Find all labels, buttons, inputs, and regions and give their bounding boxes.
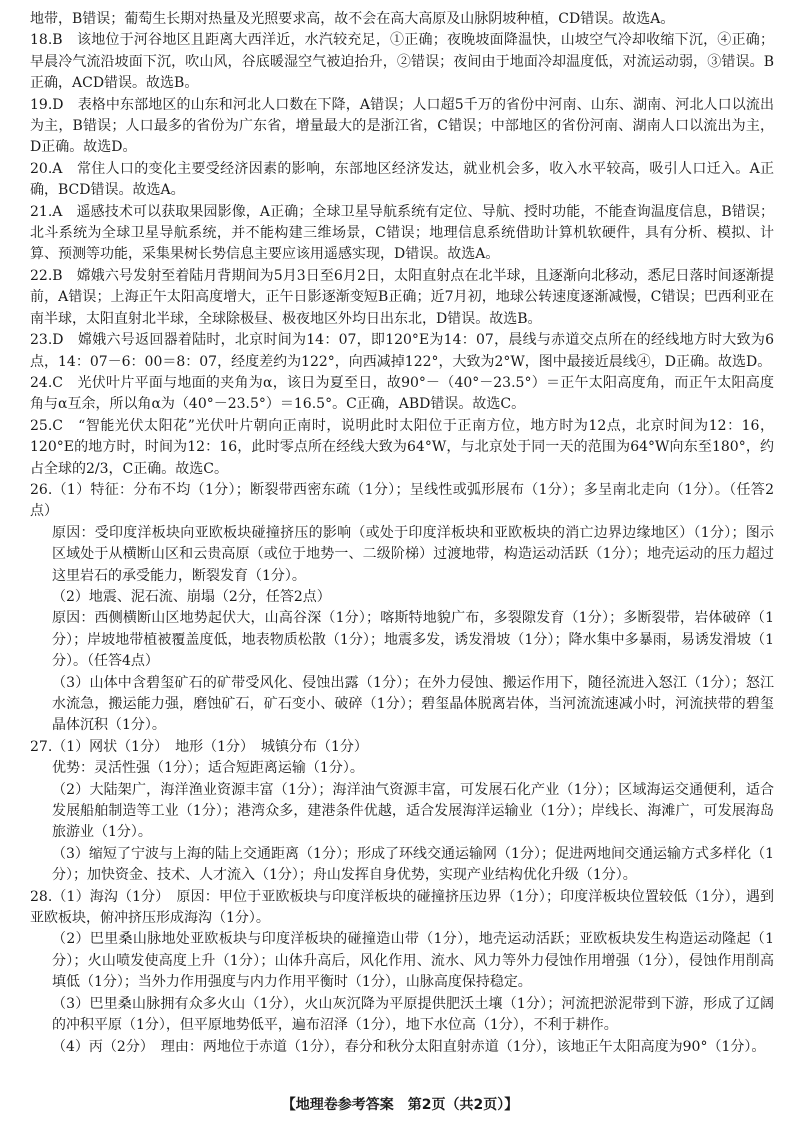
answer-paragraph: 原因：西侧横断山区地势起伏大，山高谷深（1分）；喀斯特地貌广布，多裂隙发育（1分）；多断裂带，岩体破碎（1分）；岸坡地带植被覆盖度低，地表物质松散（1分）；地震多发，诱发滑坡（1分）；降水集中多暴雨，易诱发滑坡（1分）。（任答4点） bbox=[52, 610, 774, 670]
answer-paragraph: 28.（1）海沟（1分） 原因：甲位于亚欧板块与印度洋板块的碰撞挤压边界（1分）；印度洋板块位置较低（1分），遇到亚欧板块，俯冲挤压形成海沟（1分）。 bbox=[30, 888, 774, 927]
answer-paragraph: （3）巴里桑山脉拥有众多火山（1分），火山灰沉降为平原提供肥沃土壤（1分）；河流把淤泥带到下游，形成了辽阔的冲积平原（1分），但平原地势低平，遍布沼泽（1分），地下水位高（1分），不利于耕作。 bbox=[52, 995, 774, 1034]
answer-paragraph: 优势：灵活性强（1分）；适合短距离运输（1分）。 bbox=[52, 760, 364, 777]
answer-paragraph: （2）地震、泥石流、崩塌（2分，任答2点） bbox=[52, 588, 331, 605]
page-footer: 【地理卷参考答案 第2页（共2页）】 bbox=[281, 1096, 519, 1113]
answer-paragraph: 21.A 遥感技术可以获取果园影像，A正确；全球卫星导航系统有定位、导航、授时功能，不能查询温度信息，B错误；北斗系统为全球卫星导航系统，并不能构建三维场景，C错误；地理信息系统借助计算机软硬件，具有分析、模拟、计算、预测等功能，采集果树长势信息主要应该用遥感实现，D错误。故选A。 bbox=[30, 203, 774, 263]
answer-paragraph: （3）山体中含碧玺矿石的矿带受风化、侵蚀出露（1分）；在外力侵蚀、搬运作用下，随径流进入怒江（1分）；怒江水流急，搬运能力强，磨蚀矿石，矿石变小、破碎（1分）；碧玺晶体脱离岩体，当河流流速减小时，河流挟带的碧玺晶体沉积（1分）。 bbox=[52, 674, 774, 734]
answer-paragraph: 25.C “智能光伏太阳花”光伏叶片朝向正南时，说明此时太阳位于正南方位，地方时为12点，北京时间为12：16，120°E的地方时，时间为12：16，此时零点所在经线大致为64°W，与北京处于同一天的范围为64°W向东至180°，约占全球的2/3，C正确。故选C。 bbox=[30, 417, 774, 477]
answer-paragraph: 26.（1）特征：分布不均（1分）；断裂带西密东疏（1分）；呈线性或弧形展布（1分）；多呈南北走向（1分）。（任答2点） bbox=[30, 481, 774, 520]
answer-body bbox=[30, 9, 774, 1058]
answer-paragraph: 22.B 嫦娥六号发射至着陆月背期间为5月3日至6月2日，太阳直射点在北半球，且逐渐向北移动，悉尼日落时间逐渐提前，A错误；上海正午太阳高度增大，正午日影逐渐变短B正确；近7月初，地球公转速度逐渐减慢，C错误；巴西利亚在南半球，太阳直射北半球，全球除极昼、极夜地区外均日出东北，D错误。故选B。 bbox=[30, 267, 774, 327]
answer-paragraph: 18.B 该地位于河谷地区且距离大西洋近，水汽较充足，①正确；夜晚坡面降温快，山坡空气冷却收缩下沉，④正确；早晨冷气流沿坡面下沉，吹山风，谷底暖湿空气被迫抬升，②错误；夜间由于地面冷却温度低，对流运动弱，③错误。B正确，ACD错误。故选B。 bbox=[30, 32, 774, 92]
answer-paragraph: 24.C 光伏叶片平面与地面的夹角为α，该日为夏至日，故90°－（40°－23.5°）＝正午太阳高度角，而正午太阳高度角与α互余，所以角α为（40°－23.5°）＝16.5°。C正确，ABD错误。故选C。 bbox=[30, 374, 774, 413]
answer-paragraph: 20.A 常住人口的变化主要受经济因素的影响，东部地区经济发达，就业机会多，收入水平较高，吸引人口迁入。A正确，BCD错误。故选A。 bbox=[30, 160, 774, 199]
answer-paragraph: 19.D 表格中东部地区的山东和河北人口数在下降，A错误；人口超5千万的省份中河南、山东、湖南、河北人口以流出为主，B错误；人口最多的省份为广东省，增量最大的是浙江省，C错误；中部地区的省份河南、湖南人口以流出为主，D正确。故选D。 bbox=[30, 96, 774, 156]
answer-paragraph: （2）大陆架广，海洋渔业资源丰富（1分）；海洋油气资源丰富，可发展石化产业（1分）；区域海运交通便利，适合发展船舶制造等工业（1分）；港湾众多，建港条件优越，适合发展海洋运输业（1分）；岸线长、海滩广，可发展海岛旅游业（1分）。 bbox=[52, 781, 774, 841]
answer-paragraph: 原因：受印度洋板块向亚欧板块碰撞挤压的影响（或处于印度洋板块和亚欧板块的消亡边界边缘地区）（1分）；图示区域处于从横断山区和云贵高原（或位于地势一、二级阶梯）过渡地带，构造运动活跃（1分）；地壳运动的压力超过这里岩石的承受能力，断裂发育（1分）。 bbox=[52, 524, 774, 584]
answer-paragraph: 27.（1）网状（1分） 地形（1分） 城镇分布（1分） bbox=[30, 738, 368, 755]
answer-paragraph: （2）巴里桑山脉地处亚欧板块与印度洋板块的碰撞造山带（1分），地壳运动活跃；亚欧板块发生构造运动隆起（1分）；火山喷发使高度上升（1分）；山体升高后，风化作用、流水、风力等外力侵蚀作用增强（1分），侵蚀作用削高填低（1分）；当外力作用强度与内力作用平衡时（1分），山脉高度保持稳定。 bbox=[52, 931, 774, 991]
answer-paragraph: 地带，B错误；葡萄生长期对热量及光照要求高，故不会在高大高原及山脉阴坡种植，CD错误。故选A。 bbox=[30, 11, 675, 27]
answer-paragraph: （3）缩短了宁波与上海的陆上交通距离（1分）；形成了环线交通运输网（1分）；促进两地间交通运输方式多样化（1分）；加快资金、技术、人才流入（1分）；舟山发挥自身优势，实现产业结构优化升级（1分）。 bbox=[52, 845, 774, 884]
answer-paragraph: 23.D 嫦娥六号返回器着陆时，北京时间为14：07，即120°E为14：07，晨线与赤道交点所在的经线地方时大致为6点，14：07－6：00＝8：07，经度差约为122°，向西减掉122°，大致为2°W，图中最接近晨线④，D正确。故选D。 bbox=[30, 332, 774, 370]
answer-paragraph: （4）丙（2分） 理由：两地位于赤道（1分），春分和秋分太阳直射赤道（1分），该地正午太阳高度为90°（1分）。 bbox=[52, 1038, 766, 1055]
